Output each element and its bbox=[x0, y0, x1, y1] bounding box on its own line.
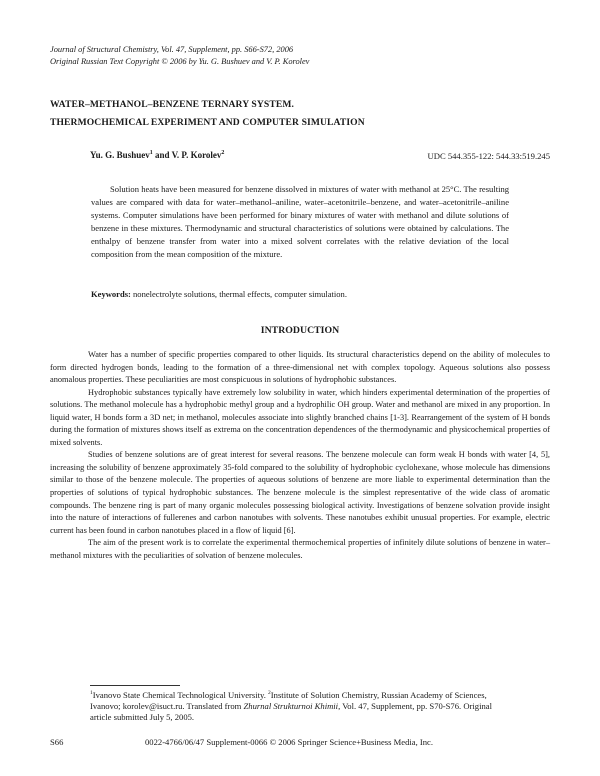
author-separator: and bbox=[152, 150, 172, 160]
publisher-line: 0022-4766/06/47 Supplement-0066 © 2006 Springer Science+Business Media, Inc. bbox=[145, 737, 434, 747]
title-line-1: WATER–METHANOL–BENZENE TERNARY SYSTEM. bbox=[50, 99, 294, 110]
footnote-text: , Vol. 47, Supplement, pp. S70-S76. Original article submitted July 5, 2005. bbox=[90, 700, 492, 722]
keywords bbox=[91, 288, 509, 300]
footnote-text: Institute of Solution Chemistry, Russian Academy of Sciences, Ivanovo; korolev@isuct.ru. Translated from bbox=[90, 689, 487, 711]
footnote-source-journal: Zhurnal Strukturnoi Khimii bbox=[243, 700, 339, 711]
introduction-body bbox=[50, 349, 550, 562]
copyright-line: Original Russian Text Copyright © 2006 by Yu. G. Bushuev and V. P. Korolev bbox=[50, 56, 310, 66]
abstract-text: Solution heats have been measured for benzene dissolved in mixtures of water with methanol at 25°C. The resulting values are compared with data for water–methanol–aniline, water–acetonitrile–benzene, and water–acetonitrile–aniline systems. Computer simulations have been performed for binary mixtures of water with methanol and dilute solutions of benzene in these mixtures. Thermodynamic and structural characteristics of solutions were obtained by calculations. The enthalpy of benzene transfer from water into a mixed solvent correlates with the relative deviation of the local composition from the mean composition of the mixture. bbox=[91, 184, 509, 259]
body-paragraph: Hydrophobic substances typically have extremely low solubility in water, which hinders experimental determination of the properties of solutions. The methanol molecule has a hydrophobic methyl group and a hydrophilic OH group. Water and methanol are mixed in any proportion. In liquid water, H bonds form a 3D net; in methanol, molecules associate into slightly branched chains [1-3]. Rearrangement of the system of H bonds during the formation of mixtures shows itself as extrema on the concentration dependences of the thermodynamic and physicochemical properties of mixed solvents. bbox=[50, 387, 550, 447]
author-list bbox=[90, 150, 224, 160]
body-paragraph: Water has a number of specific properties compared to other liquids. Its structural characteristics depend on the ability of molecules to form directed hydrogen bonds, leading to the formation of a three-dimensional net with complex topology. Aqueous solutions also possess anomalous properties. These peculiarities are most conspicuous in solutions of hydrophobic substances. bbox=[50, 350, 550, 385]
footnote bbox=[90, 688, 510, 723]
footnote-divider bbox=[90, 685, 180, 686]
body-paragraph: The aim of the present work is to correlate the experimental thermochemical properties of infinitely dilute solutions of benzene in water–methanol mixtures with the peculiarities of solvation of benzene molecules. bbox=[50, 538, 550, 560]
author-name: V. P. Korolev bbox=[171, 150, 222, 160]
body-paragraph: Studies of benzene solutions are of great interest for several reasons. The benzene molecule can form weak H bonds with water [4, 5], increasing the solubility of benzene approximately 35-fold compared to the solubility of hydrophobic cyclohexane, whose molecule has dimensions similar to those of the benzene molecule. The properties of aqueous solutions of benzene are more liable to experimental determination than the properties of solutions of typical hydrophobic substances. The benzene molecule is the simplest representative of the wide class of aromatic compounds. The benzene ring is part of many organic molecules possessing biological activity. Investigations of benzene solvation provide insight into the nature of interactions of fullerenes and carbon nanotubes with solvents. These nanotubes exhibit unusual properties. For example, electric current has been found in carbon nanotubes placed in a flow of liquid [6]. bbox=[50, 450, 550, 535]
footnote-text: Ivanovo State Chemical Technological University. bbox=[92, 689, 269, 700]
article-title bbox=[50, 96, 365, 132]
page-number: S66 bbox=[50, 737, 64, 747]
author-name: Yu. G. Bushuev bbox=[90, 150, 150, 160]
abstract bbox=[91, 183, 509, 260]
keywords-text: nonelectrolyte solutions, thermal effects, computer simulation. bbox=[130, 289, 347, 299]
footnote-mark: 2 bbox=[268, 690, 271, 696]
title-line-2: THERMOCHEMICAL EXPERIMENT AND COMPUTER SIMULATION bbox=[50, 117, 365, 128]
author-affiliation-mark: 1 bbox=[149, 150, 153, 156]
journal-header bbox=[50, 44, 309, 67]
footnote-mark: 1 bbox=[90, 690, 93, 696]
journal-citation: Journal of Structural Chemistry, Vol. 47, Supplement, pp. S66-S72, 2006 bbox=[50, 45, 294, 54]
section-heading: INTRODUCTION bbox=[260, 325, 340, 336]
keywords-label: Keywords: bbox=[91, 289, 131, 299]
author-affiliation-mark: 2 bbox=[221, 150, 225, 156]
udc-code: UDC 544.355-122: 544.33:519.245 bbox=[427, 151, 550, 161]
